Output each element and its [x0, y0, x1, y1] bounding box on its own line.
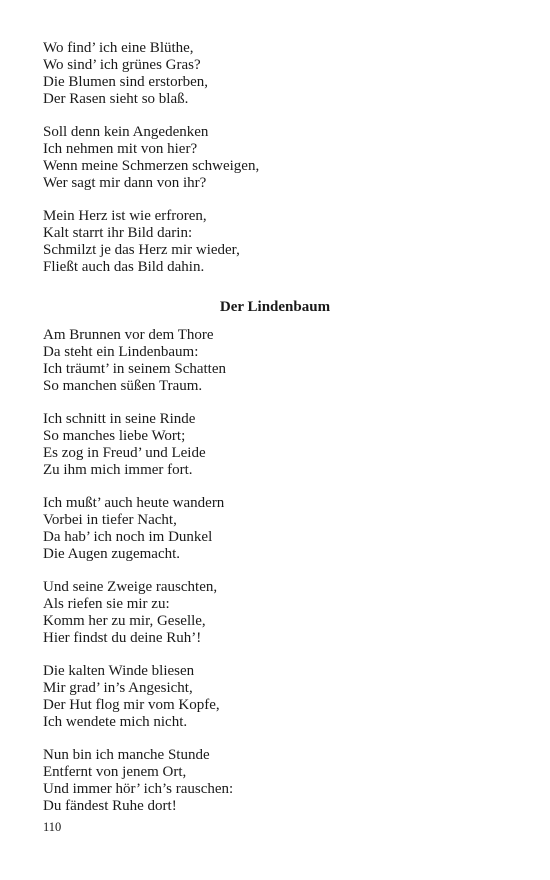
stanza-lindenbaum-6: [43, 747, 513, 815]
verse-line: So manches liebe Wort;: [43, 428, 186, 444]
stanza-previous-3: [43, 208, 513, 276]
verse-line: Komm her zu mir, Geselle,: [43, 613, 206, 629]
verse-line: Es zog in Freud’ und Leide: [43, 445, 206, 461]
verse-line: Und immer hör’ ich’s rauschen:: [43, 781, 234, 797]
verse-line: Du fändest Ruhe dort!: [43, 798, 177, 814]
verse-line: Am Brunnen vor dem Thore: [43, 327, 214, 343]
verse-line: Die kalten Winde bliesen: [43, 663, 195, 679]
stanza-lindenbaum-5: [43, 663, 513, 731]
verse-line: Ich wendete mich nicht.: [43, 714, 188, 730]
verse-line: So manchen süßen Traum.: [43, 378, 203, 394]
verse-line: Vorbei in tiefer Nacht,: [43, 512, 177, 528]
verse-line: Zu ihm mich immer fort.: [43, 462, 193, 478]
verse-line: Die Augen zugemacht.: [43, 546, 181, 562]
verse-line: Wenn meine Schmerzen schweigen,: [43, 158, 260, 174]
stanza-lindenbaum-2: [43, 411, 513, 479]
verse-line: Fließt auch das Bild dahin.: [43, 259, 205, 275]
stanza-lindenbaum-4: [43, 579, 513, 647]
verse-line: Schmilzt je das Herz mir wieder,: [43, 242, 240, 258]
poem-title: Der Lindenbaum: [219, 299, 331, 315]
verse-line: Hier findst du deine Ruh’!: [43, 630, 202, 646]
verse-line: Wer sagt mir dann von ihr?: [43, 175, 207, 191]
verse-line: Der Hut flog mir vom Kopfe,: [43, 697, 220, 713]
stanza-previous-1: [43, 40, 513, 108]
verse-line: Wo sind’ ich grünes Gras?: [43, 57, 201, 73]
stanza-lindenbaum-1: [43, 327, 513, 395]
stanza-lindenbaum-3: [43, 495, 513, 563]
verse-line: Und seine Zweige rauschten,: [43, 579, 218, 595]
verse-line: Soll denn kein Angedenken: [43, 124, 209, 140]
verse-line: Mein Herz ist wie erfroren,: [43, 208, 207, 224]
verse-line: Ich träumt’ in seinem Schatten: [43, 361, 226, 377]
verse-line: Ich nehmen mit von hier?: [43, 141, 198, 157]
page-number: 110: [43, 820, 62, 834]
verse-line: Ich mußt’ auch heute wandern: [43, 495, 225, 511]
verse-line: Ich schnitt in seine Rinde: [43, 411, 196, 427]
verse-line: Entfernt von jenem Ort,: [43, 764, 187, 780]
verse-line: Die Blumen sind erstorben,: [43, 74, 208, 90]
verse-line: Da hab’ ich noch im Dunkel: [43, 529, 213, 545]
verse-line: Als riefen sie mir zu:: [43, 596, 170, 612]
verse-line: Nun bin ich manche Stunde: [43, 747, 210, 763]
verse-line: Mir grad’ in’s Angesicht,: [43, 680, 193, 696]
verse-line: Kalt starrt ihr Bild darin:: [43, 225, 193, 241]
verse-line: Wo find’ ich eine Blüthe,: [43, 40, 194, 56]
stanza-previous-2: [43, 124, 513, 192]
verse-line: Da steht ein Lindenbaum:: [43, 344, 199, 360]
verse-line: Der Rasen sieht so blaß.: [43, 91, 189, 107]
